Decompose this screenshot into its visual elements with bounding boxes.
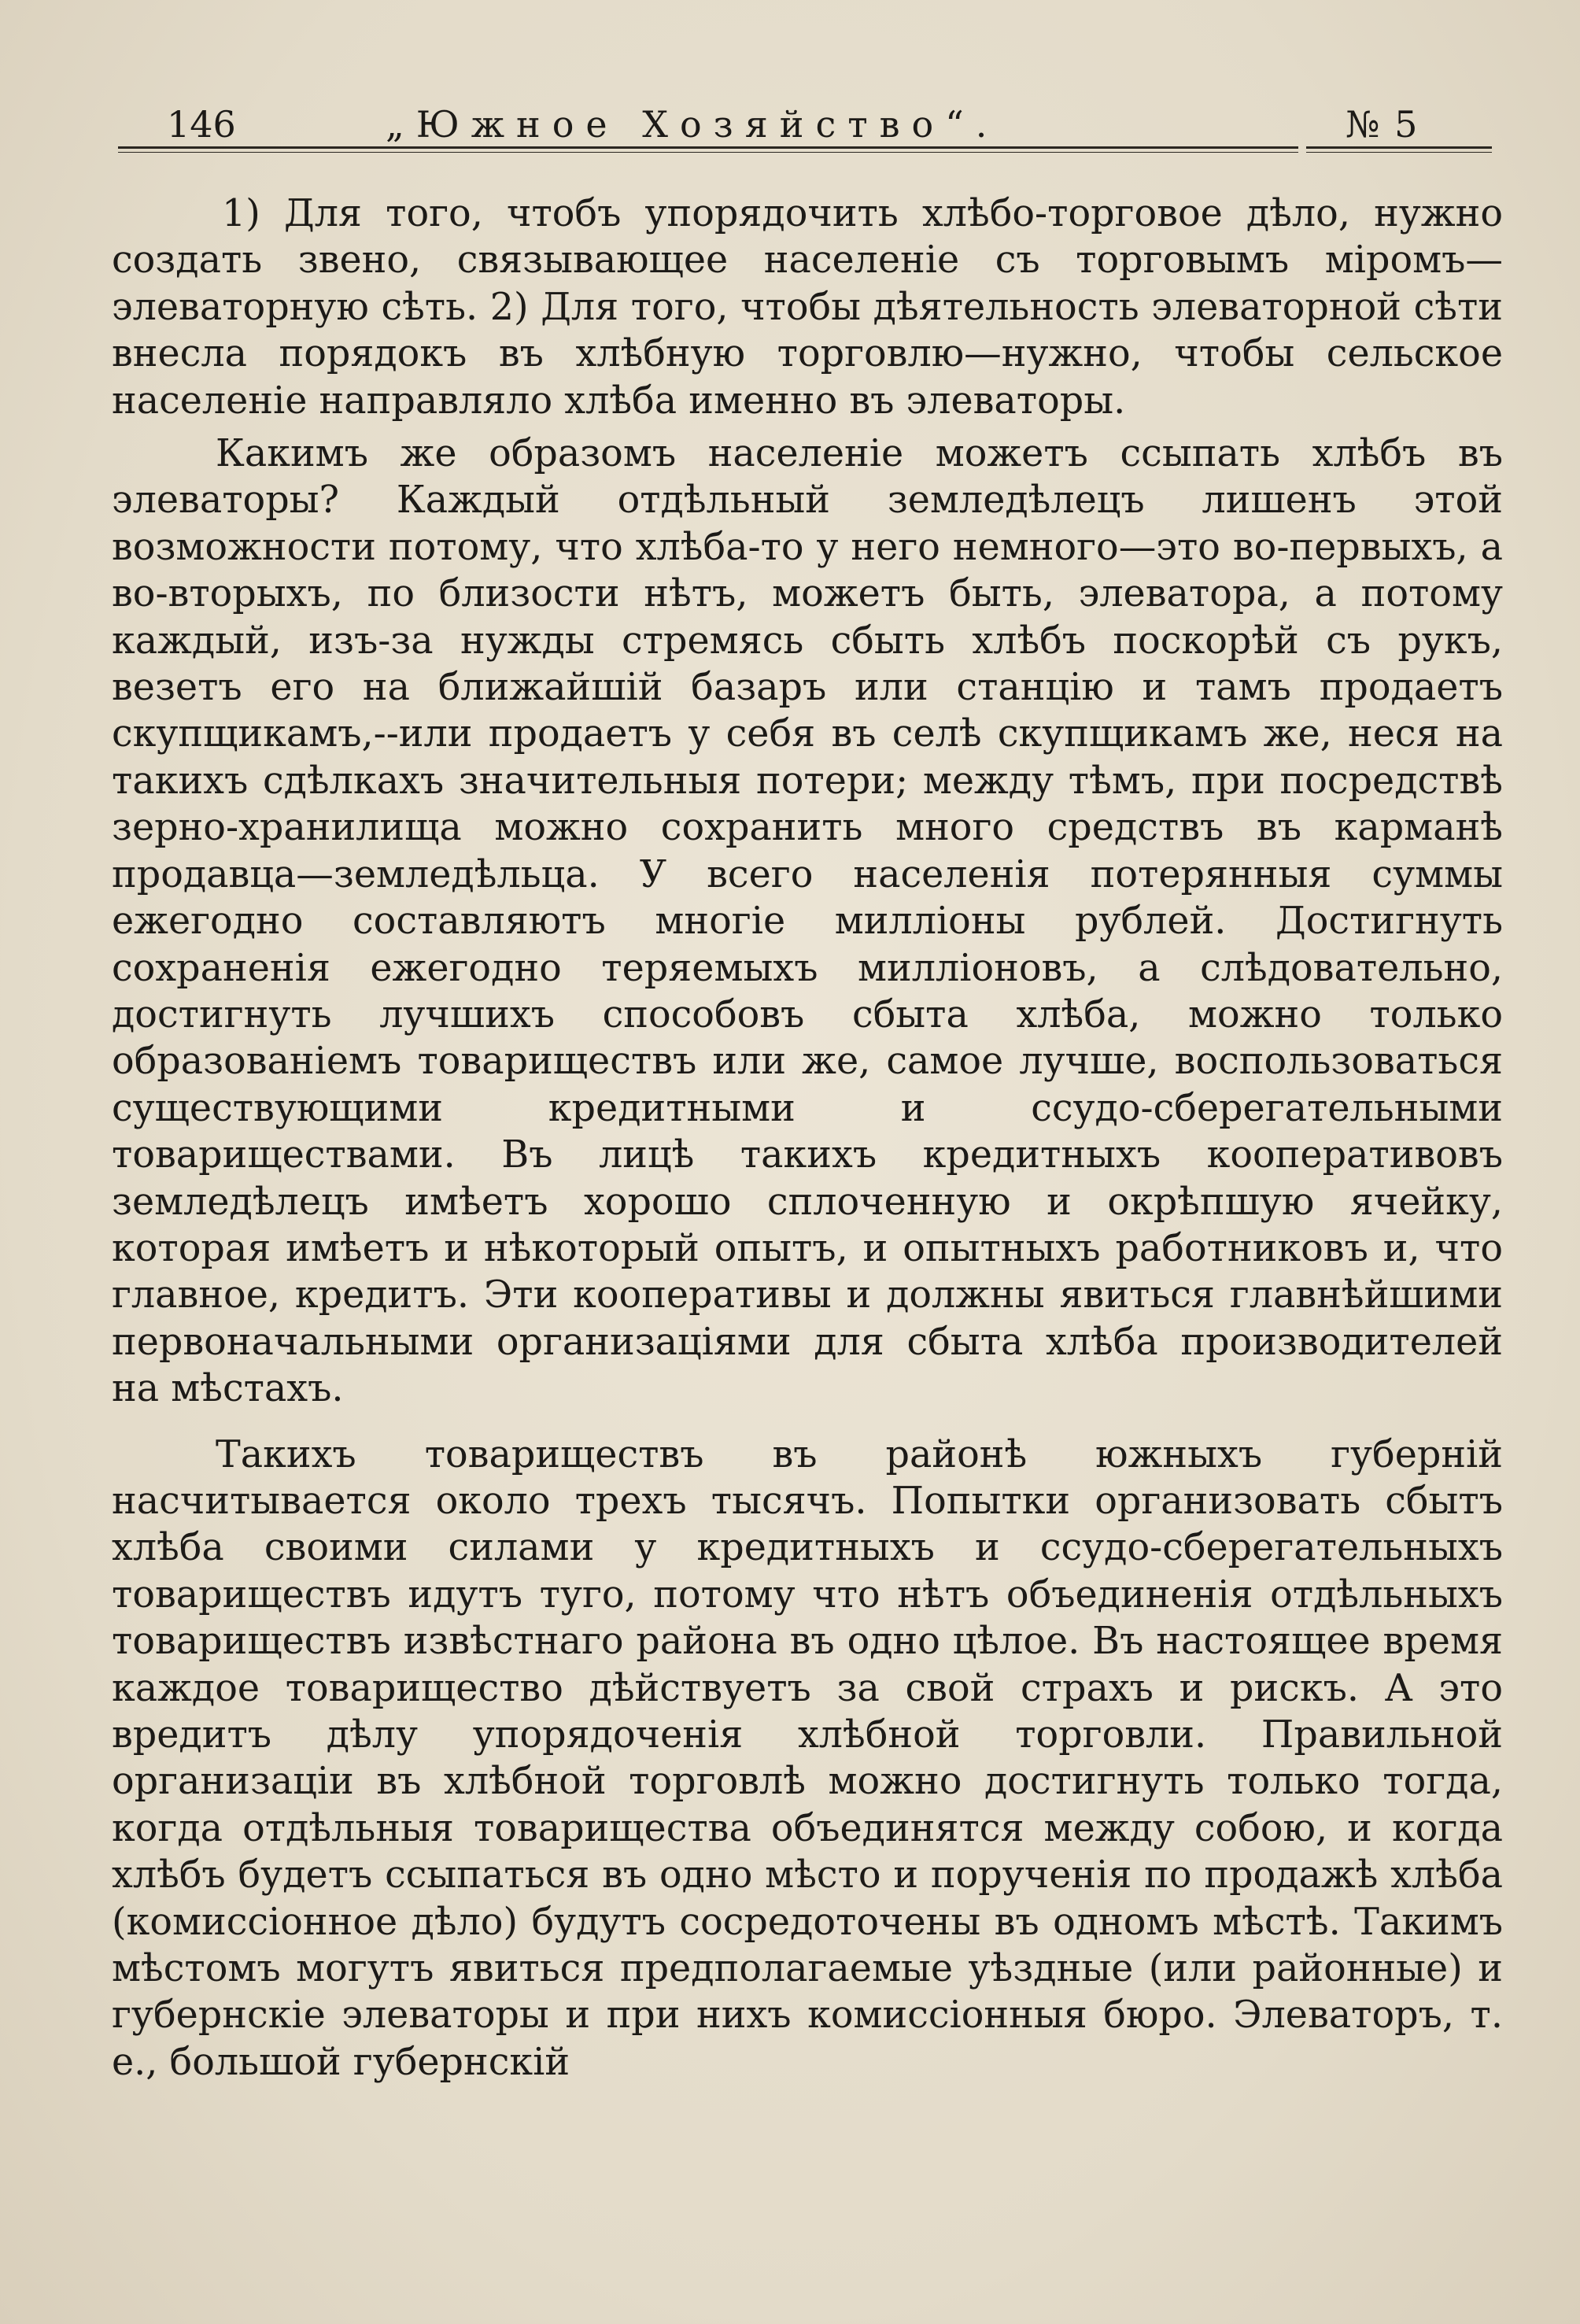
paragraph-3: Такихъ товариществъ въ районѣ южныхъ губерній насчитывается около трехъ тысячъ. Попытки организовать сбытъ хлѣба своими силами у кредитныхъ и ссудо-сберегательныхъ товариществъ идутъ туго, потому что нѣтъ объединенія отдѣльныхъ товариществъ извѣстнаго района въ одно цѣлое. Въ настоящее время каждое товарищество дѣйствуетъ за свой страхъ и рискъ. А это вредитъ дѣлу упорядоченія хлѣбной торговли. Правильной организаціи въ хлѣбной торговлѣ можно достигнуть только тогда, когда отдѣльныя товарищества объединятся между собою, и когда хлѣбъ будетъ ссыпаться въ одно мѣсто и порученія по продажѣ хлѣба (комиссіонное дѣло) будутъ сосредоточены въ одномъ мѣстѣ. Такимъ мѣстомъ могутъ явиться предполагаемые уѣздные (или районные) и губернскіе элеваторы и при нихъ комиссіонныя бюро. Элеваторъ, т. е., большой губернскій: [112, 1432, 1503, 2084]
header-rule-short: [1306, 146, 1492, 149]
issue-number: № 5: [1346, 103, 1419, 146]
header-rule: [118, 146, 1298, 149]
paragraph-1: 1) Для того, чтобъ упорядочить хлѣбо-торговое дѣло, нужно создать звено, связывающее населеніе съ торговымъ міромъ—элеваторную сѣть. 2) Для того, чтобы дѣятельность элеваторной сѣти внесла порядокъ въ хлѣбную торговлю—нужно, чтобы сельское населеніе направляло хлѣба именно въ элеваторы.: [112, 192, 1503, 423]
paragraph-2: Какимъ же образомъ населеніе можетъ ссыпать хлѣбъ въ элеваторы? Каждый отдѣльный земледѣлецъ лишенъ этой возможности потому, что хлѣба-то у него немного—это во-первыхъ, а во-вторыхъ, по близости нѣтъ, можетъ быть, элеватора, а потому каждый, изъ-за нужды стремясь сбыть хлѣбъ поскорѣй съ рукъ, везетъ его на ближайшій базаръ или станцію и тамъ продаетъ скупщикамъ,--или продаетъ у себя въ селѣ скупщикамъ же, неся на такихъ сдѣлкахъ значительныя потери; между тѣмъ, при посредствѣ зерно-хранилища можно сохранить много средствъ въ карманѣ продавца—земледѣльца. У всего населенія потерянныя суммы ежегодно составляютъ многіе милліоны рублей. Достигнуть сохраненія ежегодно теряемыхъ милліоновъ, а слѣдовательно, достигнуть лучшихъ способовъ сбыта хлѣба, можно только образованіемъ товариществъ или же, самое лучше, воспользоваться существующими кредитными и ссудо-сберегательными товариществами. Въ лицѣ такихъ кредитныхъ кооперативовъ земледѣлецъ имѣетъ хорошо сплоченную и окрѣпшую ячейку, которая имѣетъ и нѣкоторый опытъ, и опытныхъ работниковъ и, что главное, кредитъ. Эти кооперативы и должны явиться главнѣйшими первоначальными организаціями для сбыта хлѣба производителей на мѣстахъ.: [112, 432, 1503, 1411]
header-rule-thin-short: [1306, 152, 1492, 153]
article-body: [112, 190, 1503, 2092]
journal-title: „Южное Хозяйство“.: [386, 103, 999, 146]
header-rule-thin: [118, 152, 1298, 153]
page-number: 146: [167, 103, 236, 146]
